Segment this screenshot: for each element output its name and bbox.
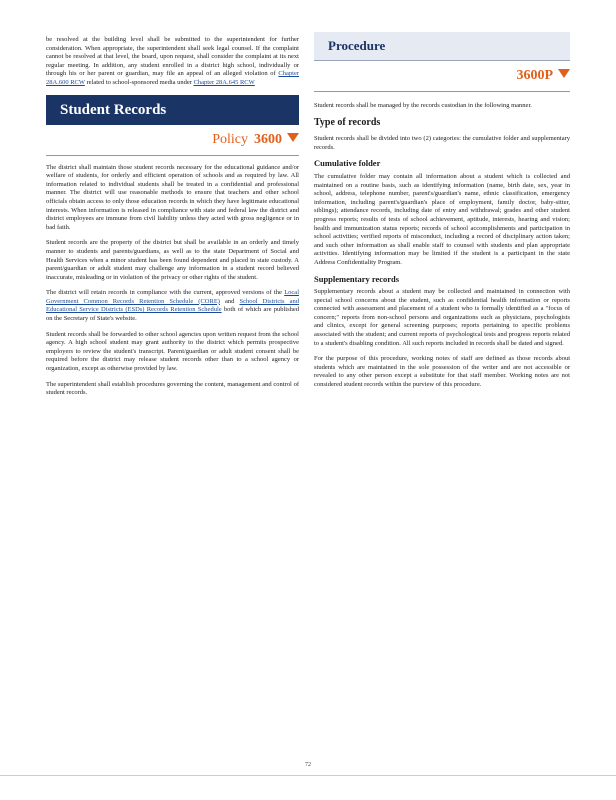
policy-label: Policy bbox=[212, 131, 248, 147]
intro-paragraph bbox=[46, 36, 299, 88]
procedure-header bbox=[314, 32, 570, 61]
procedure-number-line bbox=[314, 61, 570, 92]
policy-paragraph-5: The superintendent shall establish procedures governing the content, management and control of student records. bbox=[46, 380, 299, 397]
type-of-records-text: Student records shall be divided into two (2) categories: the cumulative folder and supplementary records. bbox=[314, 135, 570, 151]
core-schedule-link[interactable]: Local Government Common Records Retention Schedule (CORE) bbox=[46, 289, 299, 305]
intro-mid-text: related to school-sponsored media under bbox=[86, 78, 192, 86]
procedure-intro: Student records shall be managed by the records custodian in the following manner. bbox=[314, 102, 532, 109]
banner-title: Student Records bbox=[60, 101, 167, 118]
left-column bbox=[46, 36, 299, 405]
cumulative-folder-heading: Cumulative folder bbox=[314, 158, 381, 169]
cumulative-folder-text: The cumulative folder may contain all information about a student which is collected and maintained on a routine basis, such as identifying information (name, birth date, sex, year in school, address, telephone number, parent's/guardian's name, ethnic classification, emergency information, including parent's/guardian's place of employment, family doctor, baby-sitter, siblings); attendance records, including date of entry and withdrawal; grades and other student progress reports; results of tests of school achievement, aptitude, interests, hearing and vision; health and immunization status reports; records of school accomplishments and participation in school activities; verified reports of misconduct, including a record of disciplinary action taken; and such other information as shall enable staff to counsel with students and plan appropriate activities. Identifying information may be limited if the student is a participant in the state Address Confidentiality Program. bbox=[314, 172, 570, 266]
working-notes-text: For the purpose of this procedure, working notes of staff are defined as those records about students which are maintained in the sole possession of the writer and are not accessible or revealed to any other person except a substitute for that staff member. Working notes are not considered student records within the purview of this procedure. bbox=[314, 355, 570, 389]
policy-paragraph-3 bbox=[46, 289, 299, 323]
policy-number-line bbox=[46, 125, 299, 156]
retention-text-end: both of which are published on the Secretary of State's website. bbox=[46, 306, 299, 323]
supplementary-records-text: Supplementary records about a student may be collected and maintained in connection with special school concerns about the student, such as confidential health information or reports connected with assessment and placement of a student who is formally identified as a "focus of concern;" reports from non-school persons and organizations such as physicians, psychologists and clinics, except for general screening purposes; reports pertaining to specific problems associated with the student; and current reports of psychological tests and progress reports related to a student's disabling condition. All such reports included in records shall be dated and signed. bbox=[314, 288, 570, 347]
policy-paragraph-1: The district shall maintain those student records necessary for the educational guidance and/or welfare of students, for orderly and efficient operation of schools and as required by law. All information related to individual students shall be treated in a confidential and professional manner. The district will use reasonable methods to ensure that teachers and other school officials obtain access to only those education records in which they have legitimate educational interests. When information is released in compliance with state and federal law the district and district employees are immune from civil liability unless they acted with gross negligence or in bad faith. bbox=[46, 163, 299, 231]
chapter-28a645-link[interactable]: Chapter 28A.645 RCW bbox=[193, 78, 255, 86]
supplementary-records-heading: Supplementary records bbox=[314, 273, 400, 284]
triangle-down-icon bbox=[558, 69, 570, 78]
chapter-28a600-link[interactable]: Chapter 28A.600 RCW bbox=[46, 70, 299, 86]
policy-number: 3600 bbox=[254, 131, 282, 147]
procedure-title: Procedure bbox=[328, 38, 386, 53]
type-of-records-heading: Type of records bbox=[314, 116, 381, 128]
intro-text: be resolved at the building level shall be submitted to the superintendent for further consideration. When appropriate, the superintendent shall seek legal counsel. If the complaint cannot be resolved at that level, the board, upon request, shall consider the complaint at its next regular meeting. In addition, any student enrolled in a district high school, individually or through his or her parent or guardian, may file an appeal of an alleged violation of bbox=[46, 36, 299, 78]
page-number: 72 bbox=[305, 762, 311, 768]
retention-and: and bbox=[225, 297, 235, 305]
footer-divider bbox=[0, 775, 616, 776]
right-column bbox=[314, 32, 570, 397]
policy-paragraph-4: Student records shall be forwarded to other school agencies upon written request from the school agency. A high school student may grant authority to the district which permits prospective employers to review the student's transcript. Parent/guardian or adult student consent shall be required before the district may release student records other than to a school agency or organization, except as otherwise provided by law. bbox=[46, 330, 299, 373]
procedure-number: 3600P bbox=[516, 68, 553, 83]
retention-text-start: The district will retain records in compliance with the current, approved versions of the bbox=[46, 289, 282, 297]
esd-schedule-link[interactable]: School Districts and Educational Service Districts (ESDs) Records Retention Schedule bbox=[46, 297, 300, 314]
student-records-banner bbox=[46, 95, 299, 125]
triangle-down-icon bbox=[287, 133, 299, 142]
policy-paragraph-2: Student records are the property of the district but shall be available in an orderly and timely manner to students and parents/guardians, as well as to the state Department of Social and Health Services when a minor student has been found dependent and placed in state custody. A parent/guardian or adult student may challenge any information in a student record believed inaccurate, misleading or in violation of the privacy or other rights of the student. bbox=[46, 239, 299, 281]
